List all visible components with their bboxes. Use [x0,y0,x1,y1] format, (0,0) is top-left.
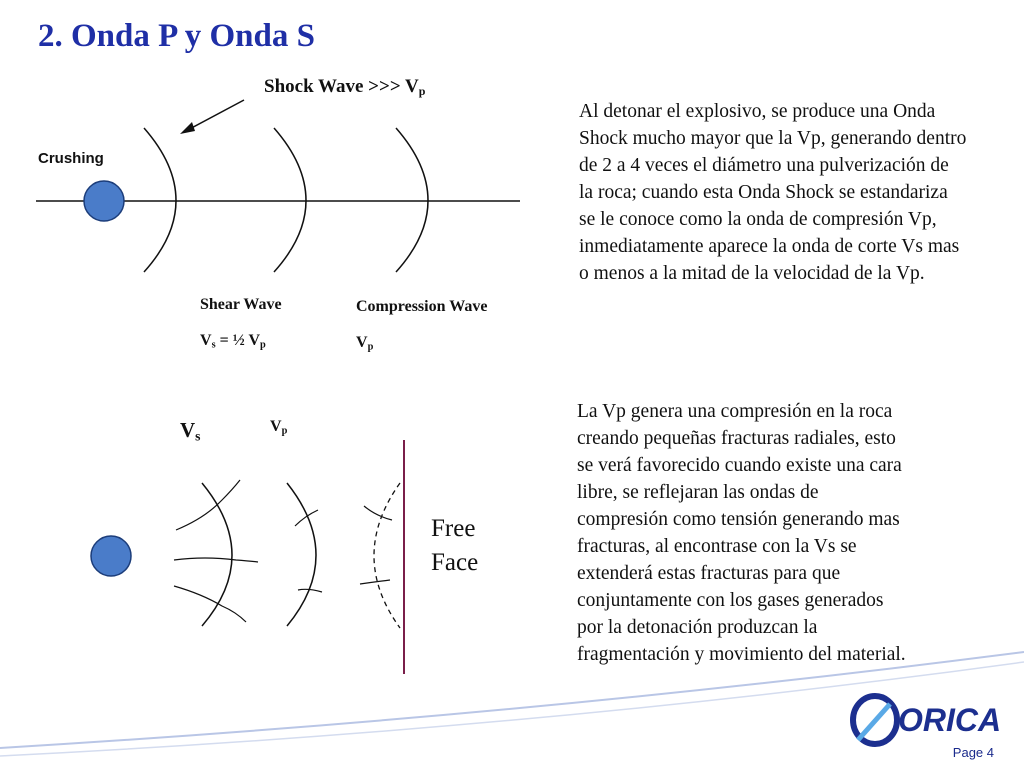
compression-vp-label: $V_p$ [356,334,374,353]
vp-wavefront [287,483,316,626]
compression-wave-label: Compression Wave [356,298,488,315]
crushing-label: Crushing [38,150,104,167]
charge-circle-top [84,181,124,221]
fracture-7 [360,580,390,584]
shear-wave-label: Shear Wave [200,296,282,313]
compression-wavefront [396,128,428,272]
free-face-label [431,512,478,580]
page-number: Page 4 [952,745,994,760]
shock-wave-label: Shock Wave >>> $V_p$ [264,76,426,98]
paragraph-shock-wave: Al detonar el explosivo, se produce una Onda Shock mucho mayor que la Vp, generando dentro de 2 a 4 veces el diámetro una pulverización de la roca; cuando esta Onda Shock se estandariza se le conoce como la onda de compresión Vp, inmediatamente aparece la onda de corte Vs mas o menos a la mitad de la velocidad de la Vp. [579,101,967,284]
charge-circle-bottom [91,536,131,576]
shock-arrow-head [180,122,195,134]
fracture-1 [176,480,240,530]
shear-formula: $V_s$ = ½ $V_p$ [200,332,266,351]
shear-wavefront [274,128,306,272]
fracture-2 [174,558,258,562]
free-face-line2: Face [431,549,479,576]
fracture-5 [298,589,322,592]
reflected-wavefront [374,483,400,628]
orica-logo-icon [853,696,897,744]
free-face-line1: Free [431,515,476,542]
paragraph-compression: La Vp genera una compresión en la roca creando pequeñas fracturas radiales, esto se verá favorecido cuando existe una cara libre, se reflejaran las ondas de compresión como tensión generando mas fracturas, al encontrase con la Vs se extenderá estas fracturas para que conjuntamente con los gases generados por la detonación produzcan la fragmentación y movimiento del material. [577,401,906,665]
shock-wavefront [144,128,176,272]
vs-label: $V_s$ [180,418,201,444]
orica-logo-text: ORICA [898,702,1002,738]
fracture-6 [364,506,392,520]
slide-title: 2. Onda P y Onda S [38,18,315,54]
vp-label: $V_p$ [270,418,288,437]
